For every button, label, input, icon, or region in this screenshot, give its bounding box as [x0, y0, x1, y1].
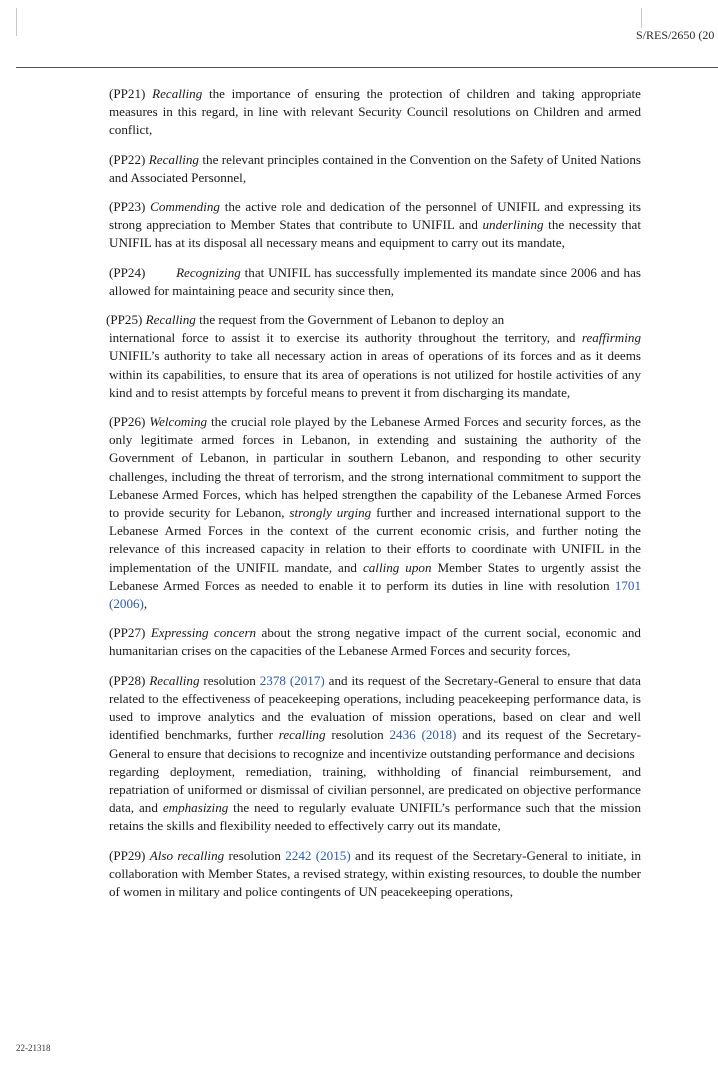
- document-symbol: S/RES/2650 (20: [636, 28, 715, 42]
- paragraph-number: (PP21): [109, 86, 146, 101]
- paragraph-text: the crucial role played by the Lebanese Armed Forces and security forces, as the only legitimate armed forces in Lebanon, in extending and sustaining the authority of the Government of Lebanon, in particular in southern Lebanon, and responding to other security challenges, including the threat of terrorism, and the strong international commitment to support the Lebanese Armed Forces, which has helped strengthen the capability of the Lebanese Armed Forces to provide security for Lebanon,: [109, 414, 641, 521]
- paragraph-text: Member States to urgently assist the Lebanese Armed Forces as needed to enable it to perform its duties in line with resolution: [109, 559, 641, 593]
- header-rule: [16, 67, 718, 68]
- operative-verb: Recalling: [145, 312, 196, 328]
- paragraph-number: (PP28): [109, 672, 146, 688]
- paragraph-text: the relevant principles contained in the Convention on the Safety of United Nations and Associated Personnel,: [109, 151, 641, 185]
- paragraph-pp28: [109, 672, 641, 763]
- paragraph-text: and its request of the Secretary-General to ensure that decisions to recognize and incentivize outstanding performance and decisions: [109, 727, 641, 761]
- operative-verb: Also recalling: [149, 847, 225, 863]
- paragraph-number: (PP27): [109, 625, 146, 641]
- paragraph-pp24: [109, 264, 641, 300]
- paragraph-text: the necessity that UNIFIL has at its disposal all necessary means and equipment to carry out its mandate,: [109, 217, 641, 251]
- paragraph-text: and its request of the Secretary-General to ensure that data related to the effectiveness of peacekeeping operations, including peacekeeping performance data, is used to improve analytics and the evaluation of mission operations, based on clear and well identified benchmarks, further: [109, 672, 641, 743]
- paragraph-text: international force to assist it to exercise its authority throughout the territory, and: [109, 330, 582, 346]
- paragraph-text: that UNIFIL has successfully implemented its mandate since 2006 and has allowed for maintaining peace and security since then,: [109, 264, 642, 298]
- operative-verb: recalling: [278, 727, 326, 743]
- paragraph-text: resolution: [224, 847, 286, 863]
- resolution-link-2436[interactable]: 2436 (2018): [389, 727, 457, 743]
- paragraph-pp25: [109, 329, 641, 402]
- paragraph-number: (PP22): [109, 151, 146, 167]
- operative-verb: Expressing concern: [150, 625, 257, 641]
- paragraph-number: (PP29): [109, 847, 146, 863]
- paragraph-text: further and increased international support to the Lebanese Armed Forces in the context of the current economic crisis, and further noting the relevance of this increased capacity in relation to their efforts to coordinate with UNIFIL in the implementation of the UNIFIL mandate, and: [109, 505, 641, 575]
- operative-verb: Recalling: [152, 86, 203, 101]
- resolution-link-2378[interactable]: 2378 (2017): [259, 672, 325, 688]
- paragraph-text: resolution: [325, 727, 390, 743]
- operative-verb: strongly urging: [289, 505, 372, 521]
- paragraph-text: resolution: [199, 672, 260, 688]
- operative-verb: Welcoming: [149, 414, 208, 430]
- operative-verb: underlining: [482, 217, 544, 233]
- operative-verb: Commending: [150, 199, 220, 215]
- paragraph-number: (PP24): [109, 264, 146, 280]
- paragraph-pp26: [109, 413, 641, 613]
- resolution-body: [106, 85, 642, 901]
- paragraph-text: the need to regularly evaluate UNIFIL’s performance such that the mission retains the skills and flexibility needed to effectively carry out its mandate,: [109, 800, 641, 834]
- paragraph-text: the active role and dedication of the personnel of UNIFIL and expressing its strong appreciation to Member States that contribute to UNIFIL and: [109, 199, 641, 233]
- paragraph-text: the importance of ensuring the protection of children and taking appropriate measures in this regard, in line with relevant Security Council resolutions on Children and armed conflict,: [109, 86, 641, 138]
- operative-verb: Recognizing: [176, 264, 241, 280]
- resolution-link-2242[interactable]: 2242 (2015): [285, 847, 351, 863]
- operative-verb: Recalling: [149, 672, 200, 688]
- paragraph-text: UNIFIL’s authority to take all necessary action in areas of operations of its forces and as it deems within its capabilities, to ensure that its area of operations is not utilized for hostile activities of any kind and to resist attempts by forceful means to prevent it from discharging its mandate,: [109, 348, 641, 400]
- paragraph-pp29: [109, 847, 641, 902]
- paragraph-text: ,: [143, 596, 148, 612]
- paragraph-number: (PP25): [106, 312, 143, 328]
- operative-verb: calling upon: [362, 559, 432, 575]
- paragraph-text: regarding deployment, remediation, training, withholding of financial reimbursement, and repatriation of uniformed or dismissal of civilian personnel, are predicated on objective performance data, and: [109, 763, 641, 816]
- paragraph-pp23: [109, 198, 641, 253]
- operative-verb: reaffirming: [581, 330, 641, 346]
- paragraph-pp27: [109, 624, 641, 660]
- paragraph-number: (PP23): [109, 199, 146, 215]
- paragraph-pp25-first-line: [106, 311, 641, 329]
- crop-mark-left: [16, 8, 17, 36]
- paragraph-number: (PP26): [109, 414, 146, 430]
- resolution-link-1701[interactable]: 1701 (2006): [109, 577, 641, 612]
- operative-verb: Recalling: [148, 151, 199, 167]
- paragraph-text: the request from the Government of Lebanon to deploy an: [195, 312, 505, 328]
- paragraph-text: and its request of the Secretary-General to initiate, in collaboration with Member States, a revised strategy, within existing resources, to double the number of women in military and police contingents of UN peacekeeping operations,: [109, 847, 642, 899]
- paragraph-pp28-continued: [109, 763, 641, 836]
- crop-mark-right: [641, 8, 642, 28]
- paragraph-pp22: [109, 151, 641, 187]
- operative-verb: emphasizing: [162, 800, 229, 816]
- paragraph-text: about the strong negative impact of the current social, economic and humanitarian crises on the capacities of the Lebanese Armed Forces and security forces,: [109, 625, 641, 659]
- document-code: 22-21318: [16, 1043, 51, 1053]
- paragraph-pp21: [109, 85, 641, 140]
